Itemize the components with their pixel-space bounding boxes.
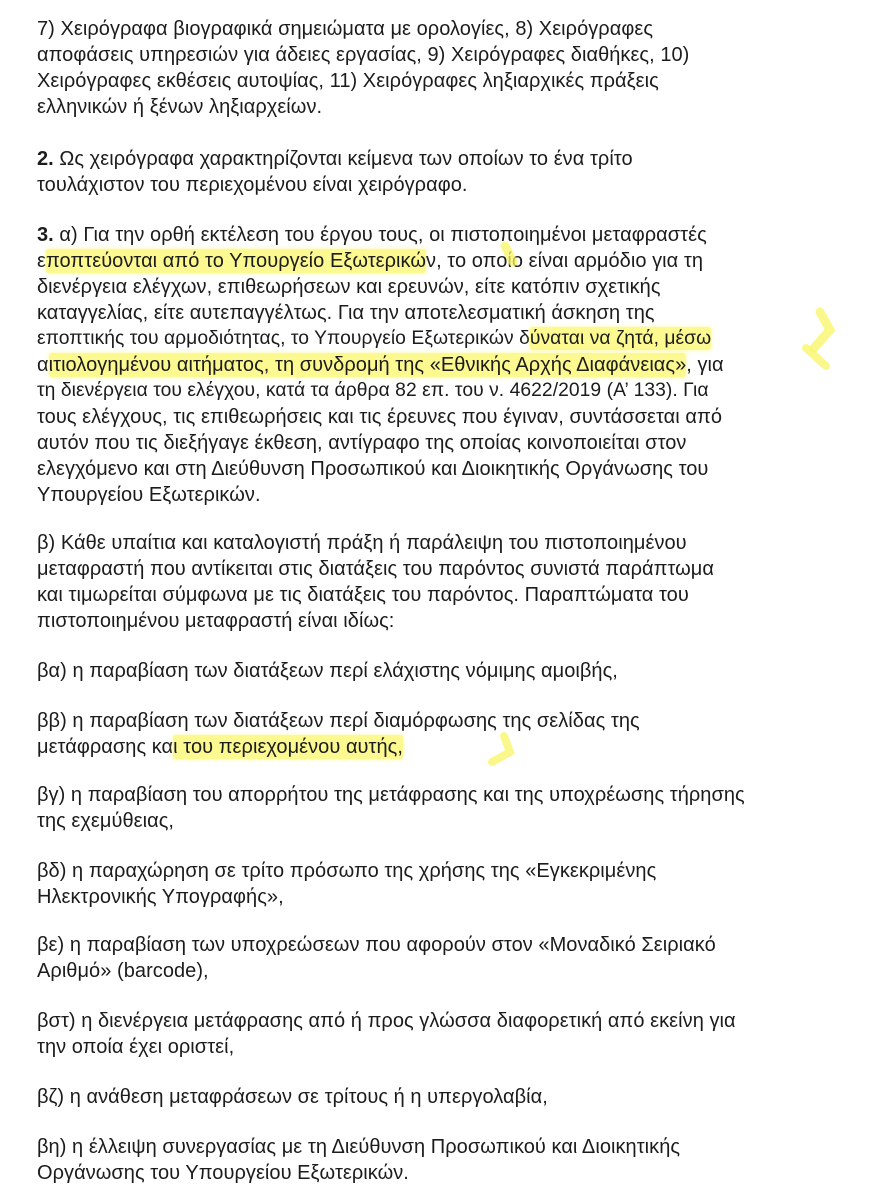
text-line: την οποία έχει οριστεί, <box>37 1036 235 1058</box>
list-item: βα) η παραβίαση των διατάξεων περί ελάχιστης νόμιμης αμοιβής, <box>37 660 618 682</box>
list-item: βγ) η παραβίαση του απορρήτου της μετάφρασης και της υποχρέωσης τήρησης <box>37 784 745 806</box>
text-line: τη διενέργεια του ελέγχου, κατά τα άρθρα 82 επ. του ν. 4622/2019 (Α’ 133). Για <box>37 380 709 401</box>
text-line: διενέργεια ελέγχων, επιθεωρήσεων και ερευνών, είτε κατόπιν σχετικής <box>37 276 661 298</box>
text-line: τουλάχιστον του περιεχομένου είναι χειρόγραφο. <box>37 174 468 196</box>
highlighted-text: ι του περιεχομένου αυτής, <box>173 736 403 758</box>
highlighter-stroke <box>814 312 830 348</box>
text-line: ελληνικών ή ξένων ληξιαρχείων. <box>37 96 323 118</box>
paragraph-number: 3. <box>37 224 54 246</box>
text-line: αυτόν που τις διεξήγαγε έκθεση, αντίγραφο της οποίας κοινοποιείται στον <box>37 432 687 454</box>
text-line: Οργάνωσης του Υπουργείου Εξωτερικών. <box>37 1162 409 1184</box>
list-item: βζ) η ανάθεση μεταφράσεων σε τρίτους ή η υπεργολαβία, <box>37 1086 548 1108</box>
paragraph-3-line: 3. α) Για την ορθή εκτέλεση του έργου τους, οι πιστοποιημένοι μεταφραστές <box>37 224 707 246</box>
text-line: β) Κάθε υπαίτια και καταλογιστή πράξη ή παράλειψη του πιστοποιημένου <box>37 532 687 554</box>
text-line: μετάφρασης και του περιεχομένου αυτής, <box>37 736 403 758</box>
list-item: ββ) η παραβίαση των διατάξεων περί διαμόρφωσης της σελίδας της <box>37 710 640 732</box>
list-item: βδ) η παραχώρηση σε τρίτο πρόσωπο της χρήσης της «Εγκεκριμένης <box>37 860 657 882</box>
highlighted-text: ιτιολογημένου αιτήματος, τη συνδρομή της «Εθνικής Αρχής Διαφάνειας» <box>48 354 687 376</box>
text-line: Ηλεκτρονικής Υπογραφής», <box>37 886 284 908</box>
text-line: της εχεμύθειας, <box>37 810 174 832</box>
text-line: μεταφραστή που αντίκειται στις διατάξεις του παρόντος συνιστά παράπτωμα <box>37 558 714 580</box>
paragraph-2-line: 2. Ως χειρόγραφα χαρακτηρίζονται κείμενα των οποίων το ένα τρίτο <box>37 148 633 170</box>
text-line: εποπτικής του αρμοδιότητας, το Υπουργείο Εξωτερικών δύναται να ζητά, μέσω <box>37 328 712 349</box>
highlighted-text: ποπτεύονται από το Υπουργείο Εξωτερικώ <box>45 250 427 272</box>
text-line: αιτιολογημένου αιτήματος, τη συνδρομή της «Εθνικής Αρχής Διαφάνειας», για <box>37 354 724 376</box>
text-line: καταγγελίας, είτε αυτεπαγγέλτως. Για την αποτελεσματική άσκηση της <box>37 302 655 324</box>
text-line: 7) Χειρόγραφα βιογραφικά σημειώματα με ορολογίες, 8) Χειρόγραφες <box>37 18 654 40</box>
text-line: αποφάσεις υπηρεσιών για άδειες εργασίας, 9) Χειρόγραφες διαθήκες, 10) <box>37 44 690 66</box>
text-line: ελεγχόμενο και στη Διεύθυνση Προσωπικού και Διοικητικής Οργάνωσης του <box>37 458 709 480</box>
text-line: τους ελέγχους, τις επιθεωρήσεις και τις έρευνες που έγιναν, συντάσσεται από <box>37 406 722 428</box>
text-line: Χειρόγραφες εκθέσεις αυτοψίας, 11) Χειρόγραφες ληξιαρχικές πράξεις <box>37 70 659 92</box>
highlighted-text: ύναται να ζητά, μέσω <box>529 328 712 349</box>
paragraph-number: 2. <box>37 148 54 170</box>
list-item: βε) η παραβίαση των υποχρεώσεων που αφορούν στον «Μοναδικό Σειριακό <box>37 934 716 956</box>
text-line: Αριθμό» (barcode), <box>37 960 209 982</box>
text-line: εποπτεύονται από το Υπουργείο Εξωτερικών, το οποίο είναι αρμόδιο για τη <box>37 250 703 272</box>
text-line: Υπουργείου Εξωτερικών. <box>37 484 261 506</box>
text-line: πιστοποιημένου μεταφραστή είναι ιδίως: <box>37 610 395 632</box>
highlighter-stroke <box>492 736 510 762</box>
list-item: βστ) η διενέργεια μετάφρασης από ή προς γλώσσα διαφορετική από εκείνη για <box>37 1010 736 1032</box>
list-item: βη) η έλλειψη συνεργασίας με τη Διεύθυνση Προσωπικού και Διοικητικής <box>37 1136 681 1158</box>
highlighter-stroke <box>806 348 826 366</box>
text-line: και τιμωρείται σύμφωνα με τις διατάξεις του παρόντος. Παραπτώματα του <box>37 584 689 606</box>
